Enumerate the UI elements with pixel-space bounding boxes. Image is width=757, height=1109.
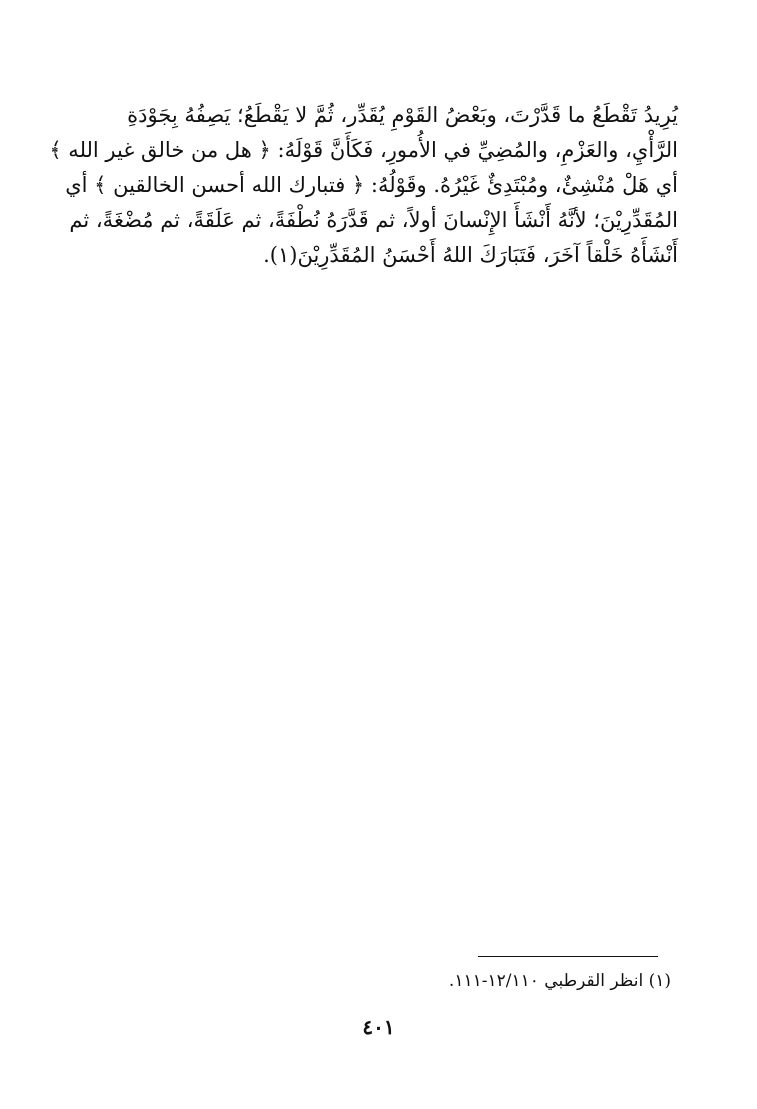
footnote: (١) انظر القرطبي ١٢/١١٠-١١١. bbox=[448, 971, 671, 991]
body-line-3: أي هَلْ مُنْشِئٌ، ومُبْتَدِئٌ غَيْرُهُ. وقَوْلُهُ: ﴿ فتبارك الله أحسن الخالقين ﴾ أي bbox=[65, 173, 678, 197]
body-line-5: أَنْشَأَهُ خَلْقاً آخَرَ، فَتَبَارَكَ اللهُ أَحْسَنُ المُقَدِّرِيْنَ(١). bbox=[263, 243, 678, 267]
body-line-2: الرَّأْيِ، والعَزْمِ، والمُضِيِّ في الأُمورِ، فَكَأَنَّ قَوْلَهُ: ﴿ هل من خالق غير الله ﴾ bbox=[49, 138, 678, 162]
body-line-1: يُرِيدُ تَقْطَعُ ما قَدَّرْتَ، وبَعْضُ القَوْمِ يُقَدِّر، ثُمَّ لا يَقْطَعُ؛ يَصِفُهُ بِجَوْدَةِ bbox=[127, 103, 678, 127]
body-text bbox=[49, 98, 678, 273]
page-number: ٤٠١ bbox=[362, 1015, 395, 1039]
body-line-4: المُقَدِّرِيْنَ؛ لأنَّهُ أَنْشَأَ الإِنْسانَ أولاً، ثم قَدَّرَهُ نُطْفَةً، ثم عَلَقَةً، ثم مُضْغَةً، ثم bbox=[69, 208, 678, 232]
footnote-divider bbox=[478, 956, 658, 957]
